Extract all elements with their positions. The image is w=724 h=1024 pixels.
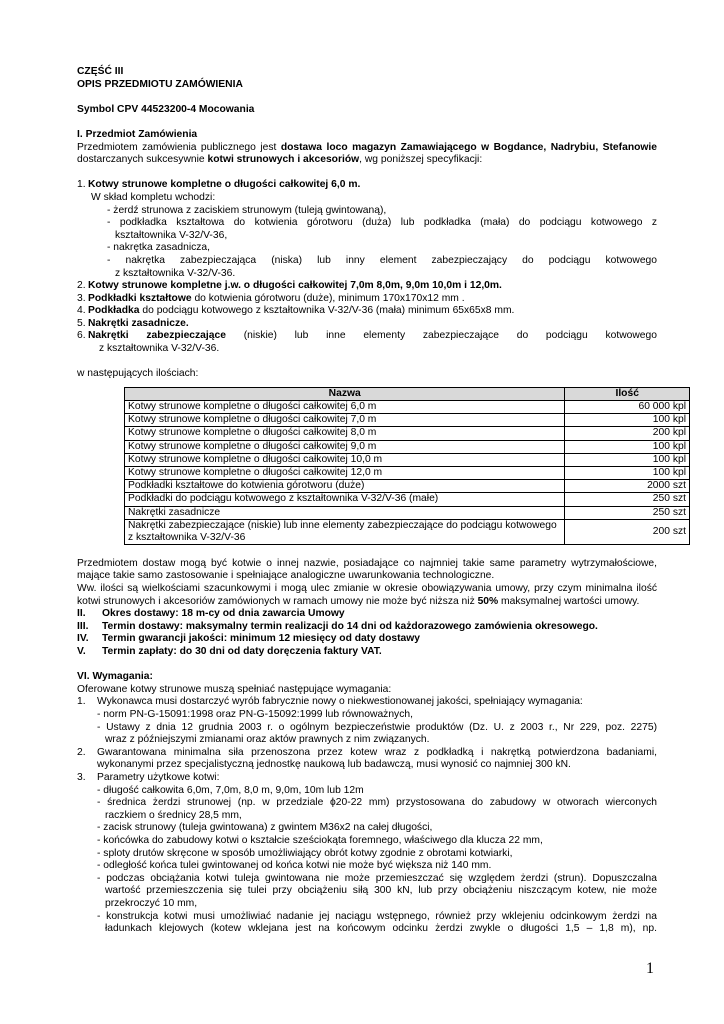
list-item-continued: z kształtownika V-32/V-36. [99,343,220,355]
row-quantity: 100 kpl [565,440,690,453]
column-header-quantity: Ilość [565,387,690,400]
table-row [125,440,690,453]
kit-item: - nakrętka zabezpieczająca (niska) lub inny element zabezpieczający do podciągu kotwowego [107,254,657,266]
parameter-item: - końcówka do zabudowy kotwi o kształcie sześciokąta foremnego, właściwego dla klucza 22 mm, [97,834,543,846]
kit-contents-label: W skład kompletu wchodzi: [91,191,216,203]
section-1-heading: I. Przedmiot Zamówienia [77,128,198,140]
table-row [125,401,690,414]
parameter-item: - podczas obciążania kotwi tuleja gwintowana nie może przemieszczać się względem żerdzi (strun). Dopuszczalna [97,872,657,884]
requirement-detail: - norm PN-G-15091:1998 oraz PN-G-15092:1999 lub równoważnych, [97,709,413,720]
row-quantity: 200 szt [565,519,690,544]
row-quantity: 250 szt [565,506,690,519]
column-header-name: Nazwa [125,387,565,400]
term-item: III. Termin dostawy: maksymalny termin realizacji do 14 dni od każdorazowego zamówienia okresowego. [77,620,598,632]
row-quantity: 100 kpl [565,414,690,427]
table-row [125,414,690,427]
list-item: 6. Nakrętki zabezpieczające (niskie) lub inne elementy zabezpieczające do podciągu kotwowego [77,330,657,342]
row-quantity: 60 000 kpl [565,401,690,414]
section-6-intro: Oferowane kotwy strunowe muszą spełniać następujące wymagania: [77,683,392,695]
term-item: V. Termin zapłaty: do 30 dni od daty doręczenia faktury VAT. [77,646,382,658]
table-row [125,427,690,440]
requirement-item: 1. Wykonawca musi dostarczyć wyrób fabrycznie nowy o niekwestionowanej jakości, spełniający wymagania: [77,696,583,708]
row-name: Kotwy strunowe kompletne o długości całkowitej 7,0 m [125,414,565,427]
table-row [125,467,690,480]
row-quantity: 2000 szt [565,480,690,493]
kit-item-continued: kształtownika V-32/V-36, [115,229,228,241]
row-quantity: 250 szt [565,493,690,506]
quantity-note-paragraph: Ww. ilości są wielkościami szacunkowymi i mogą ulec zmianie w okresie obowiązywania umowy, przy czym minimalna ilość kotwi strunowych i akcesoriów zamówionych w ramach umowy nie może być niższa niż 50% maksymalnej wartości umowy. [77,583,657,607]
list-item: 4. Podkładka do podciągu kotwowego z kształtownika V-32/V-36 (mała) minimum 65x65x8 mm. [77,305,515,317]
kit-item: - podkładka kształtowa do kotwienia górotworu (duża) lub podkładka (mała) do podciągu kotwowego z [107,217,657,229]
section-6-heading: VI. Wymagania: [77,671,153,683]
term-item: IV. Termin gwarancji jakości: minimum 12 miesięcy od daty dostawy [77,633,420,645]
quantities-intro: w następujących ilościach: [77,368,199,380]
document-title: OPIS PRZEDMIOTU ZAMÓWIENIA [77,78,243,90]
parameter-item-continued: raczkiem o średnicy 28,5 mm, [105,809,242,821]
row-name: Kotwy strunowe kompletne o długości całkowitej 10,0 m [125,453,565,466]
list-item: 5. Nakrętki zasadnicze. [77,317,189,329]
row-name: Kotwy strunowe kompletne o długości całkowitej 9,0 m [125,440,565,453]
parameter-item: - długość całkowita 6,0m, 7,0m, 8,0 m, 9,0m, 10m lub 12m [97,784,364,796]
parameter-item: - zacisk strunowy (tuleja gwintowana) z gwintem M36x2 na całej długości, [97,822,433,834]
parameter-item: - sploty drutów skręcone w sposób umożliwiający obrót kotwy zgodnie z obrotami kotwiarki, [97,847,513,859]
row-name: Podkładki kształtowe do kotwienia górotworu (duże) [125,480,565,493]
table-row [125,519,690,544]
list-item: 1. Kotwy strunowe kompletne o długości całkowitej 6,0 m. [77,179,361,191]
page-number: 1 [646,960,654,977]
requirement-detail-continued: wraz z późniejszymi zmianami oraz aktów prawnych z nim związanych. [105,734,430,746]
table-row [125,506,690,519]
parameter-item-continued: ładunkach klejowych (kotew wklejana jest na końcowym odcinku żerdzi zwykle o długości 1,5 – 1,8 m), np. [105,923,657,935]
parameter-item: - odległość końca tulei gwintowanej od końca kotwi nie może być większa niż 140 mm. [97,860,492,872]
row-name: Kotwy strunowe kompletne o długości całkowitej 6,0 m [125,401,565,414]
requirement-item: 2. Gwarantowana minimalna siła przenoszona przez kotew wraz z podkładką i nakrętką potwierdzona badaniami, wykonanymi przez specjalistyczną jednostkę naukową lub badawczą, musi wynosić co najmniej 300 kN. [77,746,657,771]
row-name: Kotwy strunowe kompletne o długości całkowitej 12,0 m [125,467,565,480]
document-body [77,66,686,936]
table-row [125,480,690,493]
term-item: II. Okres dostawy: 18 m-cy od dnia zawarcia Umowy [77,608,345,620]
row-name: Nakrętki zabezpieczające (niskie) lub inne elementy zabezpieczające do podciągu kotwowego z kształtownika V-32/V-36 [125,519,565,544]
table-header-row [125,387,690,400]
table-row [125,453,690,466]
row-quantity: 100 kpl [565,467,690,480]
kit-item: - żerdź strunowa z zaciskiem strunowym (tuleją gwintowaną), [107,204,387,216]
parameter-item-continued: przekroczyć 10 mm, [105,897,198,909]
row-quantity: 100 kpl [565,453,690,466]
row-quantity: 200 kpl [565,427,690,440]
list-item: 3. Podkładki kształtowe do kotwienia górotworu (duże), minimum 170x170x12 mm . [77,292,465,304]
list-item: 2. Kotwy strunowe kompletne j.w. o długości całkowitej 7,0m 8,0m, 9,0m 10,0m i 12,0m. [77,280,502,292]
parameter-item: - konstrukcja kotwi musi umożliwiać nadanie jej naciągu wstępnego, również przy wklejeniu odcinkowym żerdzi na [97,910,657,922]
table-row [125,493,690,506]
kit-item-continued: z kształtownika V-32/V-36. [115,267,236,279]
section-1-intro: Przedmiotem zamówienia publicznego jest dostawa loco magazyn Zamawiającego w Bogdance, Nadrybiu, Stefanowie dostarczanych sukcesywnie kotwi strunowych i akcesoriów, wg poniższej specyfikacji: [77,141,657,166]
requirement-item: 3. Parametry użytkowe kotwi: [77,771,220,783]
requirement-detail: - Ustawy z dnia 12 grudnia 2003 r. o ogólnym bezpieczeństwie produktów (Dz. U. z 2003 r., Nr 229, poz. 2275) [97,721,657,733]
cpv-symbol: Symbol CPV 44523200-4 Mocowania [77,103,255,115]
parameter-item: - średnica żerdzi strunowej (np. w przedziale ϕ20-22 mm) przystosowana do zabudowy w otworach wierconych [97,797,657,809]
part-label: CZĘŚĆ III [77,66,124,77]
specification-table [124,387,690,545]
row-name: Podkładki do podciągu kotwowego z kształtownika V-32/V-36 (małe) [125,493,565,506]
row-name: Kotwy strunowe kompletne o długości całkowitej 8,0 m [125,427,565,440]
row-name: Nakrętki zasadnicze [125,506,565,519]
equivalents-paragraph: Przedmiotem dostaw mogą być kotwie o innej nazwie, posiadające co najmniej takie same parametry wytrzymałościowe, mające takie samo zastosowanie i spełniające analogiczne uwarunkowania technologiczne. [77,557,657,582]
parameter-item-continued: wartość przemieszczenia się tulei przy obciążeniu siłą 300 kN, lub przy obciążeniu niszczącym kotew, nie może [105,885,657,897]
kit-item: - nakrętka zasadnicza, [107,242,211,254]
